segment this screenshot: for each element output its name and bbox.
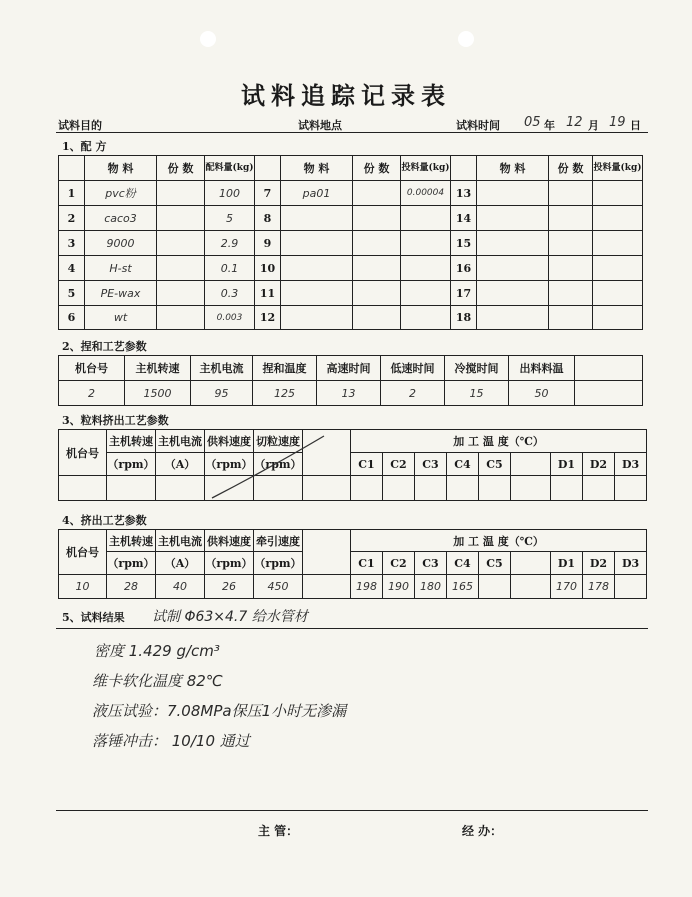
purpose-label: 试料目的 <box>58 119 102 132</box>
amount-cell: 0.003 <box>205 306 255 330</box>
ext-v3: 26 <box>205 575 254 599</box>
pellet-h2: 主机电流 <box>156 430 205 453</box>
ext-u2: （A） <box>156 552 205 575</box>
row-no: 7 <box>255 181 281 206</box>
zone-header: D1 <box>551 453 583 476</box>
ext-v2: 40 <box>156 575 205 599</box>
day-unit: 日 <box>630 119 641 132</box>
year-value: 05 <box>524 115 541 130</box>
col-amount-3: 投料量(kg) <box>593 156 643 181</box>
zone-header: D3 <box>615 552 647 575</box>
col-material-2: 物 料 <box>281 156 353 181</box>
extrusion-table <box>58 529 647 599</box>
mix-header: 主机转速 <box>125 356 191 381</box>
row-no: 2 <box>59 206 85 231</box>
col-parts-1: 份 数 <box>157 156 205 181</box>
mix-header: 高速时间 <box>317 356 381 381</box>
mix-value: 125 <box>253 381 317 406</box>
ext-h1: 主机转速 <box>107 530 156 552</box>
ext-h4: 牵引速度 <box>254 530 303 552</box>
pellet-u2: （A） <box>156 453 205 476</box>
zone-header: C5 <box>479 552 511 575</box>
temp-c3: 180 <box>415 575 447 599</box>
mix-value: 2 <box>59 381 125 406</box>
col-amount-1: 配料量(kg) <box>205 156 255 181</box>
mixing-section-title: 2、捏和工艺参数 <box>62 340 147 353</box>
zone-header: C1 <box>351 453 383 476</box>
zone-header: C3 <box>415 453 447 476</box>
mix-header: 主机电流 <box>191 356 253 381</box>
results-section-title: 5、试料结果 <box>62 611 125 624</box>
material-cell: wt <box>85 306 157 330</box>
material-cell: PE-wax <box>85 281 157 306</box>
ext-h3: 供料速度 <box>205 530 254 552</box>
mix-value: 2 <box>381 381 445 406</box>
supervisor-label: 主 管： <box>258 824 299 838</box>
row-no: 16 <box>451 256 477 281</box>
time-label: 试料时间 <box>456 119 500 132</box>
formula-section-title: 1、配 方 <box>62 140 107 153</box>
zone-header: C2 <box>383 453 415 476</box>
result-vicat: 维卡软化温度 82℃ <box>92 672 223 690</box>
zone-header: C3 <box>415 552 447 575</box>
temp-c4: 165 <box>447 575 479 599</box>
mix-header: 出料料温 <box>509 356 575 381</box>
col-parts-2: 份 数 <box>353 156 401 181</box>
results-summary: 试制 Φ63×4.7 给水管材 <box>152 609 308 625</box>
row-no: 3 <box>59 231 85 256</box>
amount-cell: 0.00004 <box>401 181 451 206</box>
mix-value: 13 <box>317 381 381 406</box>
extrusion-section-title: 4、挤出工艺参数 <box>62 514 147 527</box>
material-cell: H-st <box>85 256 157 281</box>
material-cell: pa01 <box>281 181 353 206</box>
month-unit: 月 <box>588 119 599 132</box>
row-no: 8 <box>255 206 281 231</box>
mix-header: 低速时间 <box>381 356 445 381</box>
row-no: 4 <box>59 256 85 281</box>
row-no: 6 <box>59 306 85 330</box>
zone-header: C5 <box>479 453 511 476</box>
results-rule <box>56 628 648 629</box>
month-value: 12 <box>566 115 583 130</box>
col-amount-2: 投料量(kg) <box>401 156 451 181</box>
handler-label: 经 办： <box>462 824 503 838</box>
form-title: 试料追踪记录表 <box>241 81 451 110</box>
ext-u4: （rpm） <box>254 552 303 575</box>
pelletizing-section-title: 3、粒料挤出工艺参数 <box>62 414 169 427</box>
amount-cell: 100 <box>205 181 255 206</box>
pellet-machine-header: 机台号 <box>59 430 107 476</box>
ext-machine-value: 10 <box>59 575 107 599</box>
ext-temp-title: 加 工 温 度（℃） <box>351 530 647 552</box>
zone-header: D2 <box>583 552 615 575</box>
mix-value: 95 <box>191 381 253 406</box>
ext-machine-header: 机台号 <box>59 530 107 575</box>
ext-h2: 主机电流 <box>156 530 205 552</box>
row-no: 11 <box>255 281 281 306</box>
col-material-3: 物 料 <box>477 156 549 181</box>
day-value: 19 <box>609 115 626 130</box>
row-no: 10 <box>255 256 281 281</box>
ext-v4: 450 <box>254 575 303 599</box>
zone-header: D3 <box>615 453 647 476</box>
row-no: 14 <box>451 206 477 231</box>
material-cell: pvc粉 <box>85 181 157 206</box>
material-cell: caco3 <box>85 206 157 231</box>
zone-header: C1 <box>351 552 383 575</box>
pellet-u3: （rpm） <box>205 453 254 476</box>
result-density: 密度 1.429 g/cm³ <box>94 642 220 660</box>
zone-header: C2 <box>383 552 415 575</box>
mix-header: 捏和温度 <box>253 356 317 381</box>
pellet-u4: （rpm） <box>254 453 303 476</box>
zone-header: D2 <box>583 453 615 476</box>
temp-d1: 170 <box>551 575 583 599</box>
zone-header: D1 <box>551 552 583 575</box>
footer-rule <box>56 810 648 811</box>
amount-cell: 0.3 <box>205 281 255 306</box>
year-unit: 年 <box>544 119 555 132</box>
mix-value: 50 <box>509 381 575 406</box>
material-cell: 9000 <box>85 231 157 256</box>
pellet-h4: 切粒速度 <box>254 430 303 453</box>
row-no: 5 <box>59 281 85 306</box>
row-no: 17 <box>451 281 477 306</box>
row-no: 1 <box>59 181 85 206</box>
amount-cell: 2.9 <box>205 231 255 256</box>
location-label: 试料地点 <box>298 119 342 132</box>
mix-value: 1500 <box>125 381 191 406</box>
amount-cell: 0.1 <box>205 256 255 281</box>
pellet-temp-title: 加 工 温 度（℃） <box>351 430 647 453</box>
row-no: 13 <box>451 181 477 206</box>
result-impact: 落锤冲击： 10/10 通过 <box>92 732 250 750</box>
zone-header: C4 <box>447 552 479 575</box>
result-hydraulic: 液压试验：7.08MPa保压1小时无渗漏 <box>92 702 347 720</box>
pellet-u1: （rpm） <box>107 453 156 476</box>
temp-c5 <box>479 575 511 599</box>
ext-u3: （rpm） <box>205 552 254 575</box>
temp-d3 <box>615 575 647 599</box>
row-no: 12 <box>255 306 281 330</box>
col-material-1: 物 料 <box>85 156 157 181</box>
row-no: 18 <box>451 306 477 330</box>
mix-header: 机台号 <box>59 356 125 381</box>
temp-c1: 198 <box>351 575 383 599</box>
temp-c2: 190 <box>383 575 415 599</box>
pellet-h1: 主机转速 <box>107 430 156 453</box>
ext-v1: 28 <box>107 575 156 599</box>
row-no: 15 <box>451 231 477 256</box>
amount-cell: 5 <box>205 206 255 231</box>
temp-d2: 178 <box>583 575 615 599</box>
row-no: 9 <box>255 231 281 256</box>
mix-value: 15 <box>445 381 509 406</box>
ext-u1: （rpm） <box>107 552 156 575</box>
mix-header: 冷搅时间 <box>445 356 509 381</box>
zone-header: C4 <box>447 453 479 476</box>
pellet-h3: 供料速度 <box>205 430 254 453</box>
col-parts-3: 份 数 <box>549 156 593 181</box>
